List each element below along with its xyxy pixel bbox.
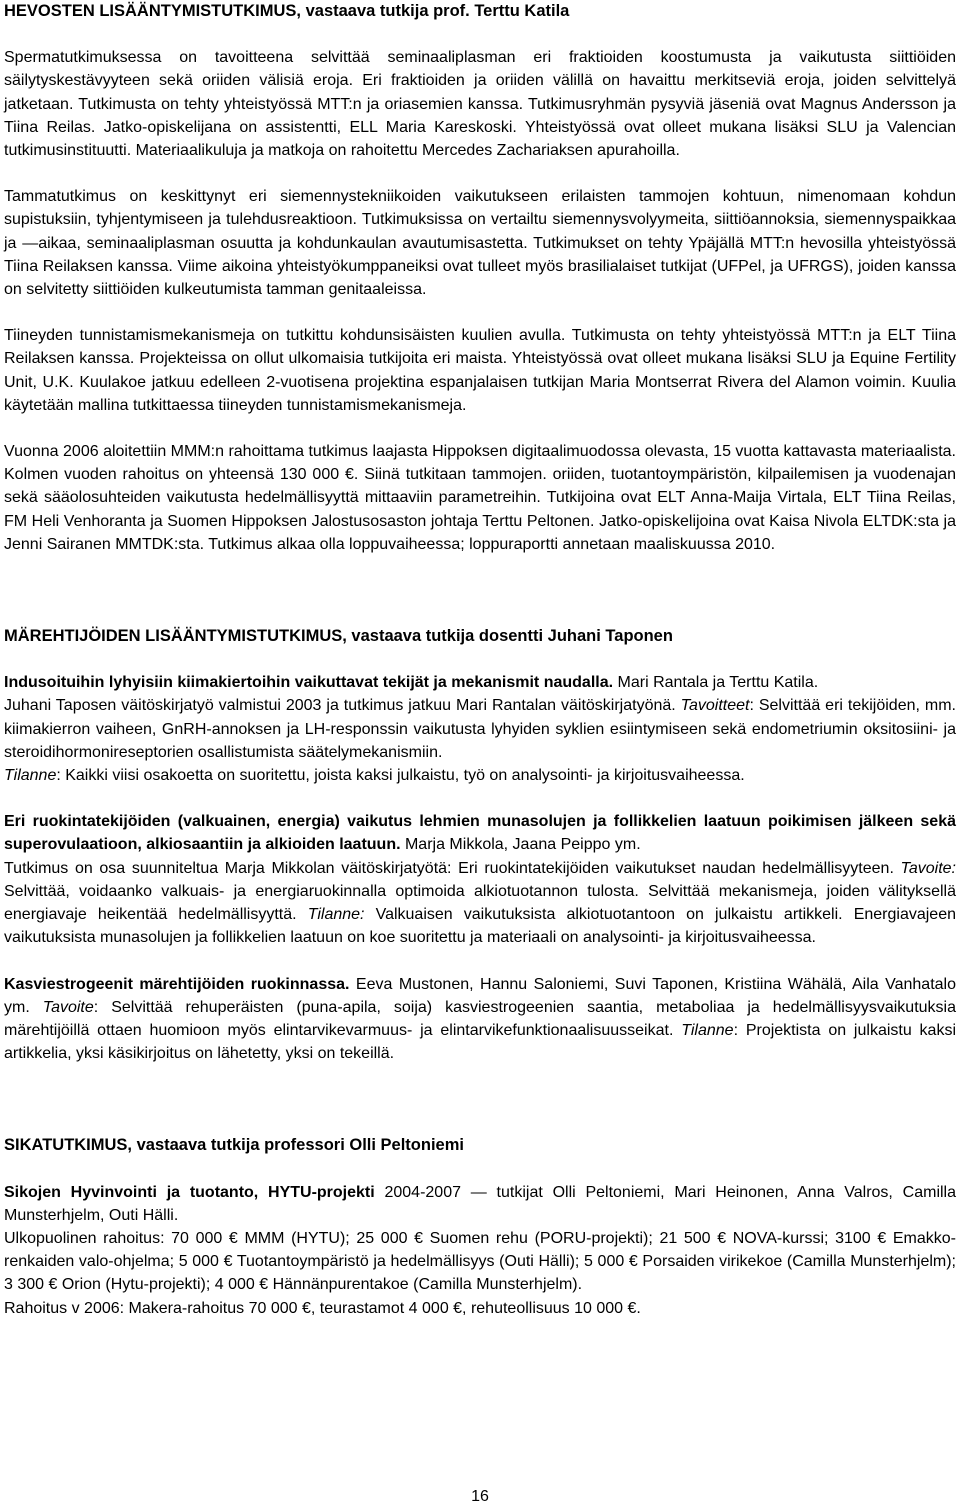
project-authors: Mari Rantala ja Terttu Katila. <box>613 674 819 692</box>
page-content <box>4 0 956 1320</box>
project-text: : Projektista on julkaistu kaksi artikkelia, yksi käsikirjoitus on lähetetty, yksi on tekeillä. <box>4 1021 956 1063</box>
paragraph-funding-2006: Rahoitus v 2006: Makera-rahoitus 70 000 €, teurastamot 4 000 €, rehuteollisuus 10 000 €. <box>4 1299 641 1317</box>
project-text: : Selvittää rehuperäisten (puna-apila, soija) kasviestrogeenien saantia, metaboliaa ja hedelmällisyysvaikutuksia märehtijöillä ottaen huomioon myös elintarvikevarmuus- ja elintarvikefunktionaalisuusseikat. <box>4 998 956 1039</box>
paragraph-short-cycles <box>4 671 956 694</box>
section-heading-pig-research: SIKATUTKIMUS, vastaava tutkija professori Olli Peltoniemi <box>4 1136 464 1155</box>
status-label: Tilanne <box>681 1021 734 1039</box>
paragraph-external-funding: Ulkopuolinen rahoitus: 70 000 € MMM (HYTU); 25 000 € Suomen rehu (PORU-projekti); 21 500 € NOVA-kurssi; 3100 € Emakko-renkaiden valo-ohjelma; 5 000 € Tuotantoympäristö ja hedelmällisyys (Outi Hälli); 5 000 € Porsaiden virikekoe (Camilla Munsterhjelm); 3 300 € Orion (Hytu-projekti); 4 000 € Hännänpurentakoe (Camilla Munsterhjelm). <box>4 1229 956 1294</box>
paragraph-hytu-project <box>4 1181 956 1227</box>
project-text: Juhani Taposen väitöskirjatyö valmistui 2003 ja tutkimus jatkuu Mari Rantalan väitöskirjatyönä. <box>4 697 681 715</box>
paragraph-pregnancy-recognition: Tiineyden tunnistamismekanismeja on tutkittu kohdunsisäisten kuulien avulla. Tutkimusta on tehty yhteistyössä MTT:n ja ELT Tiina Reilaksen kanssa. Projekteissa on ollut ulkomaisia tutkijoita eri maista. Yhteistyössä ovat olleet mukana lisäksi SLU ja Equine Fertility Unit, U.K. Kuulakoe jatkuu edelleen 2-vuotisena projektina espanjalaisen tutkijan Maria Montserrat Rivera del Alamon voimin. Kuulia käytetään mallina tutkittaessa tiineyden tunnistamismekanismeja. <box>4 327 956 414</box>
project-authors: Marja Mikkola, Jaana Peippo ym. <box>400 836 641 854</box>
goal-label: Tavoite <box>42 998 94 1016</box>
goal-label: Tavoite: <box>900 859 956 877</box>
status-label: Tilanne: <box>307 906 365 924</box>
section-heading-horse-reproduction: HEVOSTEN LISÄÄNTYMISTUTKIMUS, vastaava tutkija prof. Terttu Katila <box>4 2 570 20</box>
paragraph-phytoestrogens <box>4 973 956 1066</box>
paragraph-mare-research: Tammatutkimus on keskittynyt eri siemennystekniikoiden vaikutukseen erilaisten tammojen kohtuun, nimenomaan kohdun supistuksiin, tyhjentymiseen ja tulehdusreaktioon. Tutkimuksissa on vertailtu siemennysvolyymeita, siittiöannoksia, siemennyspaikkaa ja —aikaa, seminaaliplasman osuutta ja kohdunkaulan avautumisastetta. Tutkimukset on tehty Ypäjällä MTT:n hevosilla yhteistyössä Tiina Reilaksen kanssa. Viime aikoina yhteistyökumppaneiksi ovat tulleet myös brasilialaiset tutkijat (UFPel, ja UFRGS), joiden kanssa on selvitetty siittiöiden kulkeutumista tamman genitaaleissa. <box>4 188 956 299</box>
project-text: Selvittää, voidaanko valkuais- ja energiaruokinnalla optimoida alkiotuotannon tulosta. Selvittää mekanismeja, joiden välityksellä energiavaje heikentää hedelmällisyyttä. <box>4 882 956 924</box>
project-title-feeding-factors: Eri ruokintatekijöiden (valkuainen, energia) vaikutus lehmien munasolujen ja follikkelien laatuun poikimisen jälkeen sekä superovulaatioon, alkiosaantiin ja alkioiden laatuun. <box>4 813 956 854</box>
project-title-phytoestrogens: Kasviestrogeenit märehtijöiden ruokinnassa. <box>4 975 350 993</box>
goal-label: Tavoitteet <box>680 697 750 715</box>
project-text: Valkuaisen vaikutuksista alkiotuotantoon on julkaistu artikkeli. Energiavajeen vaikutuksista munasolujen ja follikkelien laatuun on koe suoritettu ja materiaali on analysointi- ja kirjoitusvaiheessa. <box>4 906 956 947</box>
paragraph-hippos-study: Vuonna 2006 aloitettiin MMM:n rahoittama tutkimus laajasta Hippoksen digitaalimuodossa olevasta, 15 vuotta kattavasta materiaalista. Kolmen vuoden rahoitus on yhteensä 130 000 €. Siinä tutkitaan tammojen. oriiden, tuotantoympäristön, kilpailemisen ja vuodenajan sekä sääolosuhteiden vaikutusta hedelmällisyyttä mittaaviin parametreihin. Tutkijoina ovat ELT Anna-Maija Virtala, ELT Tiina Reilas, FM Heli Venhoranta ja Suomen Hippoksen Jalostusosaston johtaja Terttu Peltonen. Jatko-opiskelijoina ovat Kaisa Nivola ELTDK:sta ja Jenni Sairanen MMTDK:sta. Tutkimus alkaa olla loppuvaiheessa; loppuraportti annetaan maaliskuussa 2010. <box>4 443 956 553</box>
project-authors: Eeva Mustonen, Hannu Saloniemi, Suvi Taponen, Kristiina Wähälä, Aila Vanhatalo ym. <box>4 975 957 1016</box>
section-heading-ruminant-reproduction: MÄREHTIJÖIDEN LISÄÄNTYMISTUTKIMUS, vastaava tutkija dosentti Juhani Taponen <box>4 627 673 646</box>
status-label: Tilanne <box>4 767 57 785</box>
project-text: : Kaikki viisi osakoetta on suoritettu, joista kaksi julkaistu, työ on analysointi- ja kirjoitusvaiheessa. <box>56 767 745 785</box>
project-text: : Selvittää eri tekijöiden, mm. kiimakierron vaiheen, GnRH-annoksen ja LH-responssin vaikutusta lyhyiden syklien esiintymiseen sekä endometriumin oksitosiini- ja steroidihormonireseptorien osallistumista säätelymekanismiin. <box>4 697 956 761</box>
page-number: 16 <box>471 1488 489 1505</box>
paragraph-short-cycles-details <box>4 694 956 787</box>
project-authors: 2004-2007 — tutkijat Olli Peltoniemi, Mari Heinonen, Anna Valros, Camilla Munsterhjelm, Outi Hälli. <box>4 1183 957 1224</box>
paragraph-sperm-research: Spermatutkimuksessa on tavoitteena selvittää seminaaliplasman eri fraktioiden koostumusta ja vaikutusta siittiöiden säilytyskestävyyteen sekä oriiden välisiä eroja. Eri fraktioiden ja oriiden välillä on havaittu merkitseviä eroja, joiden selvittelyä jatketaan. Tutkimusta on tehty yhteistyössä MTT:n ja oriasemien kanssa. Tutkimusryhmän pysyviä jäseniä ovat Magnus Andersson ja Tiina Reilas. Jatko-opiskelijana on assistentti, ELL Maria Kareskoski. Yhteistyössä ovat olleet mukana lisäksi SLU ja Valencian tutkimusinstituutti. Materiaalikuluja ja matkoja on rahoitettu Mercedes Zachariaksen apurahoilla. <box>4 49 956 160</box>
project-text: Tutkimus on osa suunniteltua Marja Mikkolan väitöskirjatyötä: Eri ruokintatekijöiden vaikutukset naudan hedelmällisyyteen. <box>4 859 901 877</box>
project-title-hytu: Sikojen Hyvinvointi ja tuotanto, HYTU-projekti <box>4 1183 375 1201</box>
project-title-short-cycles: Indusoituihin lyhyisiin kiimakiertoihin vaikuttavat tekijät ja mekanismit naudalla. <box>4 674 614 692</box>
paragraph-feeding-factors <box>4 810 956 949</box>
